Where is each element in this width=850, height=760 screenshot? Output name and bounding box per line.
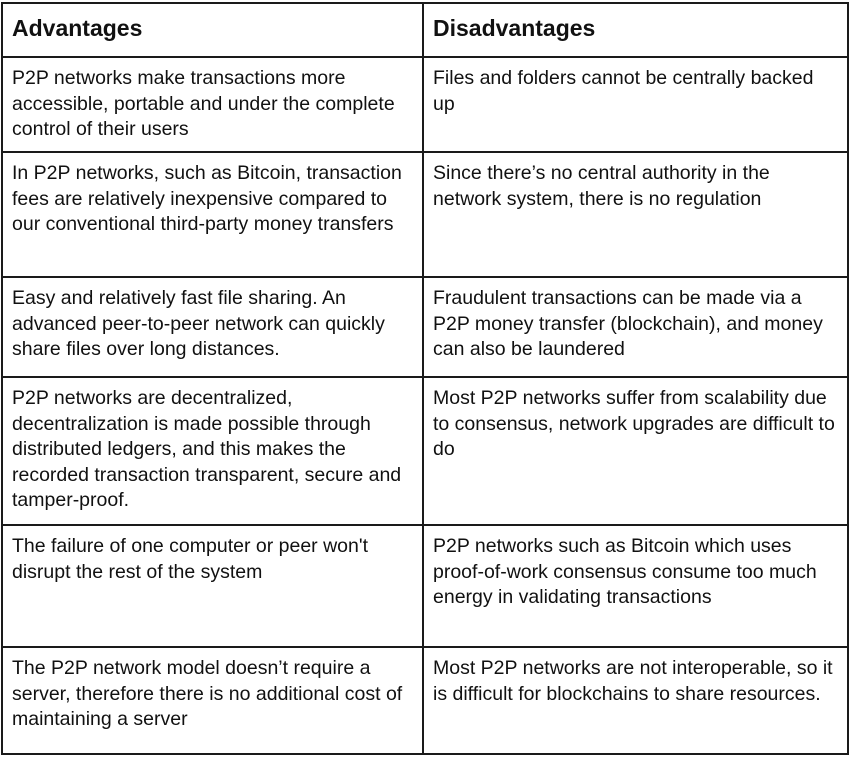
disadvantage-cell: Most P2P networks suffer from scalability due to consensus, network upgrades are difficult to do [423,377,848,525]
table-body [2,57,848,754]
table-row [2,525,848,647]
disadvantage-cell: Since there’s no central authority in the network system, there is no regulation [423,152,848,277]
advantage-cell: Easy and relatively fast file sharing. An advanced peer-to-peer network can quickly share files over long distances. [2,277,423,377]
table-row [2,647,848,754]
table-row [2,152,848,277]
advantage-cell: The P2P network model doesn’t require a server, therefore there is no additional cost of maintaining a server [2,647,423,754]
pros-cons-table [1,2,849,755]
table-row [2,57,848,152]
header-row [2,3,848,57]
advantage-cell: In P2P networks, such as Bitcoin, transaction fees are relatively inexpensive compared to our conventional third-party money transfers [2,152,423,277]
advantage-cell: The failure of one computer or peer won't disrupt the rest of the system [2,525,423,647]
disadvantages-header: Disadvantages [423,3,848,57]
disadvantage-cell: Files and folders cannot be centrally backed up [423,57,848,152]
table-header [2,3,848,57]
advantage-cell: P2P networks make transactions more accessible, portable and under the complete control of their users [2,57,423,152]
advantage-cell: P2P networks are decentralized, decentralization is made possible through distributed ledgers, and this makes the recorded transaction transparent, secure and tamper-proof. [2,377,423,525]
advantages-header: Advantages [2,3,423,57]
disadvantage-cell: P2P networks such as Bitcoin which uses proof-of-work consensus consume too much energy in validating transactions [423,525,848,647]
table-row [2,377,848,525]
disadvantage-cell: Most P2P networks are not interoperable, so it is difficult for blockchains to share resources. [423,647,848,754]
table-row [2,277,848,377]
disadvantage-cell: Fraudulent transactions can be made via a P2P money transfer (blockchain), and money can also be laundered [423,277,848,377]
